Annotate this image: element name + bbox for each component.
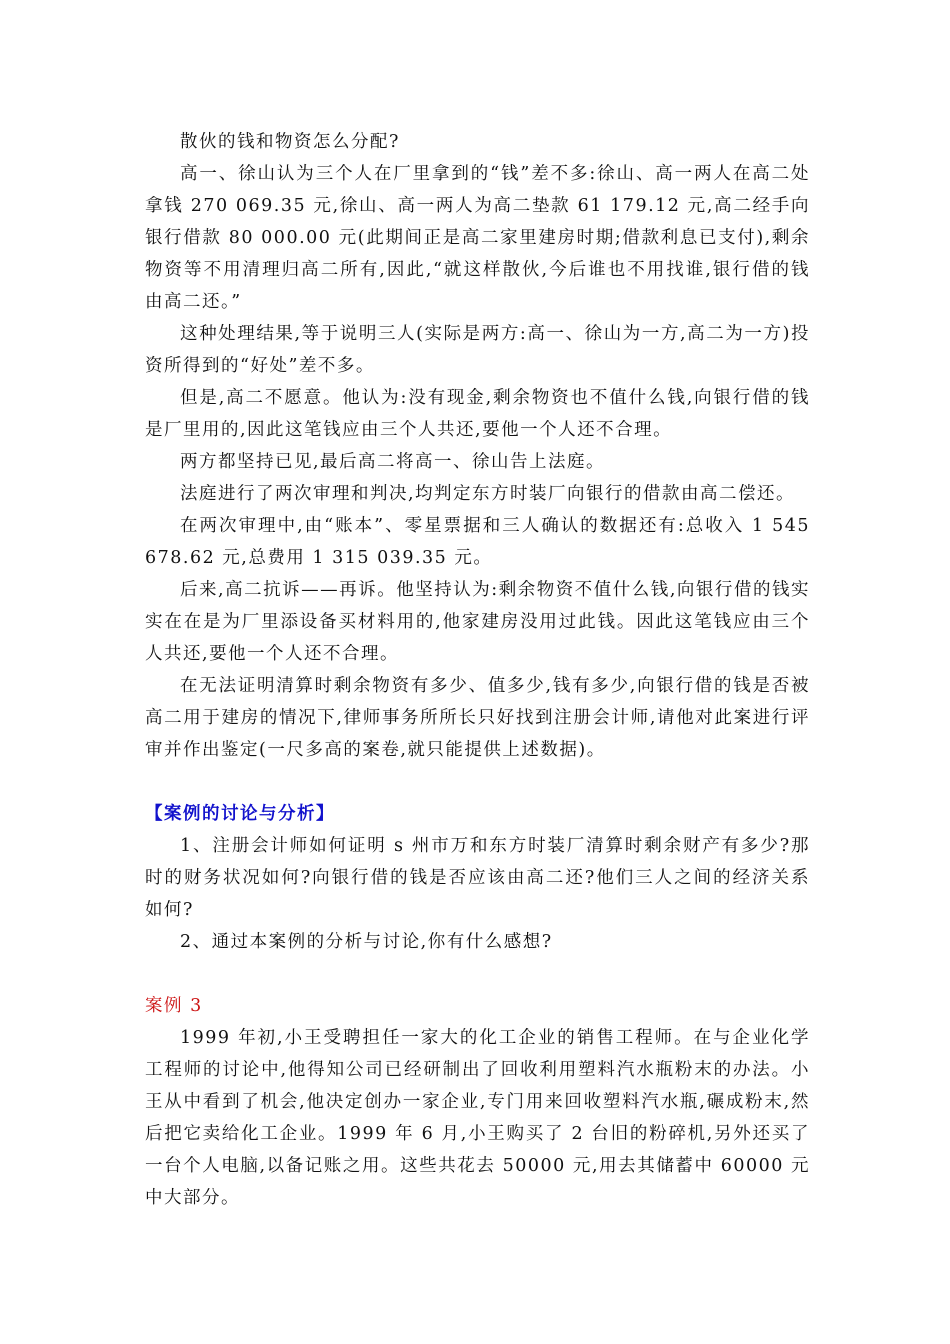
discussion-heading: 【案例的讨论与分析】 bbox=[145, 804, 335, 824]
paragraph: 后来,高二抗诉——再诉。他坚持认为:剩余物资不值什么钱,向银行借的钱实实在在是为厂里添设备买材料用的,他家建房没用过此钱。因此这笔钱应由三个人共还,要他一个人还不合理。 bbox=[145, 580, 810, 664]
spacer bbox=[145, 766, 810, 798]
discussion-item: 2、通过本案例的分析与讨论,你有什么感想? bbox=[180, 932, 553, 952]
paragraph: 这种处理结果,等于说明三人(实际是两方:高一、徐山为一方,高二为一方)投资所得到的“好处”差不多。 bbox=[145, 324, 810, 376]
paragraph: 在两次审理中,由“账本”、零星票据和三人确认的数据还有:总收入 1 545 678.62 元,总费用 1 315 039.35 元。 bbox=[145, 516, 810, 568]
paragraph: 高一、徐山认为三个人在厂里拿到的“钱”差不多:徐山、高一两人在高二处拿钱 270 069.35 元,徐山、高一两人为高二垫款 61 179.12 元,高二经手向银行借款 80 000.00 元(此期间正是高二家里建房时期;借款利息已支付),剩余物资等不用清理归高二所有,因此,“就这样散伙,今后谁也不用找谁,银行借的钱由高二还。” bbox=[145, 164, 810, 312]
paragraph: 两方都坚持已见,最后高二将高一、徐山告上法庭。 bbox=[180, 452, 606, 472]
paragraph: 在无法证明清算时剩余物资有多少、值多少,钱有多少,向银行借的钱是否被高二用于建房的情况下,律师事务所所长只好找到注册会计师,请他对此案进行评审并作出鉴定(一尺多高的案卷,就只能提供上述数据)。 bbox=[145, 676, 810, 760]
case-paragraph: 1999 年初,小王受聘担任一家大的化工企业的销售工程师。在与企业化学工程师的讨论中,他得知公司已经研制出了回收利用塑料汽水瓶粉末的办法。小王从中看到了机会,他决定创办一家企业,专门用来回收塑料汽水瓶,碾成粉末,然后把它卖给化工企业。1999 年 6 月,小王购买了 2 台旧的粉碎机,另外还买了一台个人电脑,以备记账之用。这些共花去 50000 元,用去其储蓄中 60000 元中大部分。 bbox=[145, 1028, 810, 1208]
case-heading: 案例 3 bbox=[145, 996, 203, 1016]
discussion-item: 1、注册会计师如何证明 s 州市万和东方时装厂清算时剩余财产有多少?那时的财务状况如何?向银行借的钱是否应该由高二还?他们三人之间的经济关系如何? bbox=[145, 836, 810, 920]
paragraph: 散伙的钱和物资怎么分配? bbox=[180, 132, 400, 152]
paragraph: 法庭进行了两次审理和判决,均判定东方时装厂向银行的借款由高二偿还。 bbox=[180, 484, 796, 504]
spacer bbox=[145, 958, 810, 990]
paragraph: 但是,高二不愿意。他认为:没有现金,剩余物资也不值什么钱,向银行借的钱是厂里用的,因此这笔钱应由三个人共还,要他一个人还不合理。 bbox=[145, 388, 810, 440]
document-page bbox=[145, 126, 810, 1214]
